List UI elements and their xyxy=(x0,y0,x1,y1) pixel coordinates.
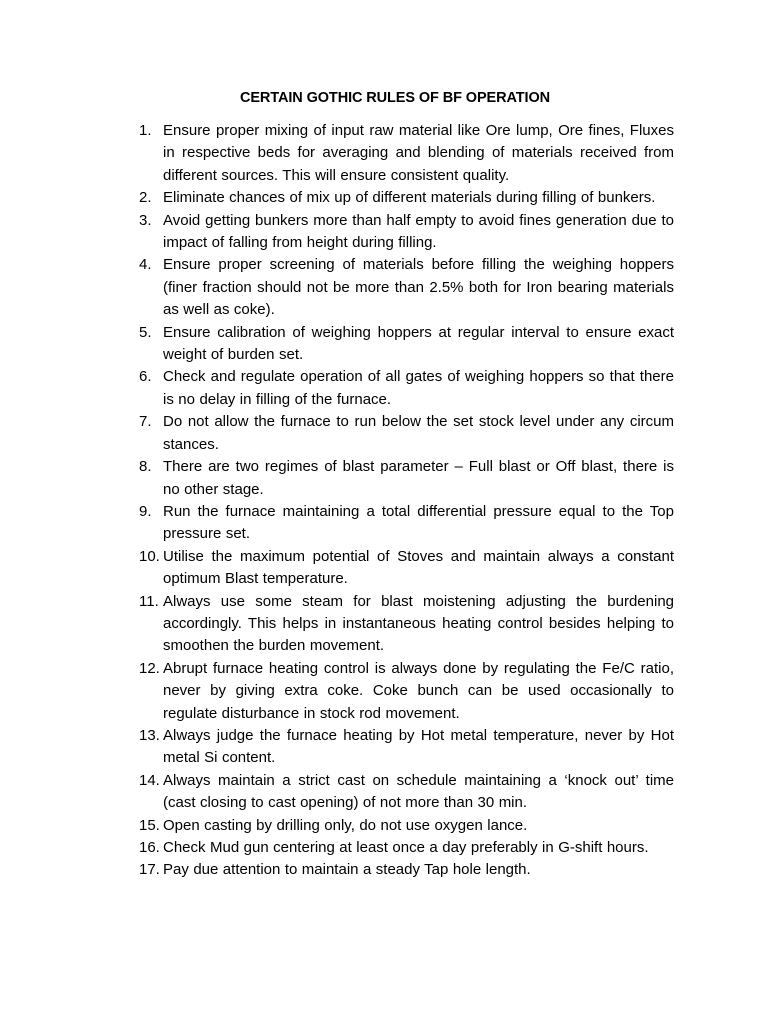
rule-text: Eliminate chances of mix up of different materials during filling of bunkers. xyxy=(163,189,656,207)
rule-text: Do not allow the furnace to run below the set stock level under any circum stances. xyxy=(163,413,674,453)
document-title: CERTAIN GOTHIC RULES OF BF OPERATION xyxy=(239,90,551,106)
rule-text: Check and regulate operation of all gates of weighing hoppers so that there is no delay in filling of the furnace. xyxy=(163,368,674,408)
rule-number: 9. xyxy=(139,502,152,520)
rule-item xyxy=(139,546,674,591)
rule-item xyxy=(139,210,674,255)
rules-list xyxy=(139,120,674,882)
rule-item xyxy=(139,815,674,837)
rule-text: Ensure proper mixing of input raw material like Ore lump, Ore fines, Fluxes in respective beds for averaging and blending of materials received from different sources. This will ensure consistent quality. xyxy=(163,122,674,184)
rule-item xyxy=(139,411,674,456)
rule-number: 13. xyxy=(139,726,160,744)
rule-number: 12. xyxy=(139,659,160,677)
rule-text: Always judge the furnace heating by Hot metal temperature, never by Hot metal Si content. xyxy=(163,726,674,767)
rule-number: 10. xyxy=(139,547,160,565)
rule-number: 2. xyxy=(139,189,152,207)
rule-number: 6. xyxy=(139,368,152,386)
rule-number: 14. xyxy=(139,771,160,789)
rule-text: Ensure proper screening of materials before filling the weighing hoppers (finer fraction should not be more than 2.5% both for Iron bearing materials as well as coke). xyxy=(163,256,674,319)
rule-number: 3. xyxy=(139,211,152,229)
rule-item xyxy=(139,456,674,501)
rule-number: 8. xyxy=(139,458,152,476)
rule-item xyxy=(139,770,674,815)
rule-number: 4. xyxy=(139,256,152,274)
rule-item xyxy=(139,837,674,859)
rule-item xyxy=(139,322,674,367)
rule-number: 1. xyxy=(139,122,152,139)
rule-text: Ensure calibration of weighing hoppers at regular interval to ensure exact weight of burden set. xyxy=(163,323,674,364)
rule-text: Check Mud gun centering at least once a day preferably in G-shift hours. xyxy=(163,839,649,856)
rule-item xyxy=(139,187,674,209)
rule-text: Run the furnace maintaining a total differential pressure equal to the Top pressure set. xyxy=(163,502,674,543)
rule-item xyxy=(139,366,674,411)
rule-text: Avoid getting bunkers more than half empty to avoid fines generation due to impact of falling from height during filling. xyxy=(163,211,674,252)
rule-item xyxy=(139,254,674,321)
rule-text: Utilise the maximum potential of Stoves and maintain always a constant optimum Blast temperature. xyxy=(163,547,674,588)
rule-text: Pay due attention to maintain a steady Tap hole length. xyxy=(163,861,531,879)
rule-text: Always maintain a strict cast on schedule maintaining a ‘knock out’ time (cast closing to cast opening) of not more than 30 min. xyxy=(163,771,674,812)
rule-item xyxy=(139,591,674,658)
rule-text: Always use some steam for blast moistening adjusting the burdening accordingly. This helps in instantaneous heating control besides helping to smoothen the burden movement. xyxy=(163,592,674,655)
rule-item xyxy=(139,120,674,187)
rule-text: Open casting by drilling only, do not use oxygen lance. xyxy=(163,816,528,834)
rule-text: There are two regimes of blast parameter – Full blast or Off blast, there is no other stage. xyxy=(163,458,674,498)
rule-item xyxy=(139,725,674,770)
rule-number: 15. xyxy=(139,816,160,834)
rule-text: Abrupt furnace heating control is always done by regulating the Fe/C ratio, never by giving extra coke. Coke bunch can be used occasionally to regulate disturbance in stock rod movement. xyxy=(163,659,674,722)
rule-number: 16. xyxy=(139,839,160,856)
rule-item xyxy=(139,501,674,546)
rule-number: 11. xyxy=(139,592,159,610)
rule-number: 7. xyxy=(139,413,152,431)
rule-item xyxy=(139,859,674,881)
rule-number: 5. xyxy=(139,323,152,341)
rule-item xyxy=(139,658,674,725)
rule-number: 17. xyxy=(139,861,160,879)
